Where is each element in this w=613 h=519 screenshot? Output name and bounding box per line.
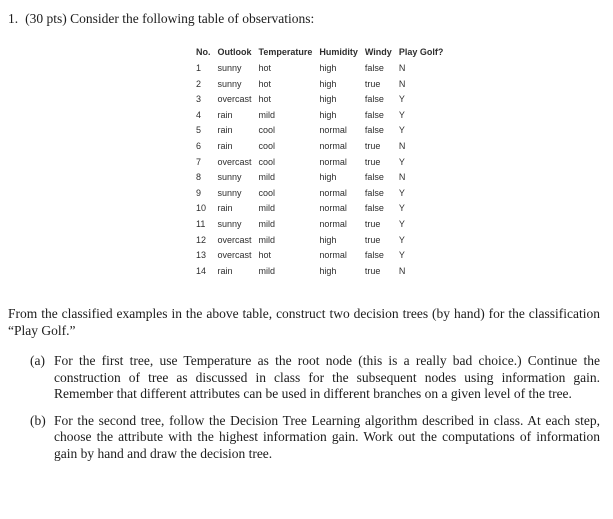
cell-no: 11 <box>196 218 206 229</box>
cell-windy: true <box>364 265 381 276</box>
table-row <box>196 155 443 171</box>
subproblem-list <box>30 353 600 462</box>
cell-play-golf: Y <box>398 234 405 245</box>
cell-windy: false <box>364 125 384 136</box>
cell-temperature: mild <box>258 218 276 229</box>
cell-outlook: overcast <box>217 234 252 245</box>
cell-no: 13 <box>196 250 207 261</box>
cell-windy: true <box>364 78 381 89</box>
cell-no: 9 <box>196 187 202 198</box>
cell-outlook: rain <box>217 265 233 276</box>
cell-humidity: high <box>319 265 337 276</box>
cell-no: 1 <box>196 63 202 73</box>
cell-windy: true <box>364 156 381 167</box>
cell-windy: false <box>364 203 384 214</box>
cell-humidity: high <box>319 172 337 183</box>
cell-play-golf: N <box>398 265 406 276</box>
table-row <box>196 170 443 186</box>
cell-windy: false <box>364 94 384 105</box>
cell-play-golf: Y <box>398 125 405 136</box>
table-row <box>196 217 443 233</box>
list-item <box>30 413 600 463</box>
cell-outlook: rain <box>217 140 233 151</box>
cell-temperature: mild <box>258 234 276 245</box>
cell-humidity: high <box>319 94 337 105</box>
item-text: For the first tree, use Temperature as the root node (this is a really bad choice.) Continue the construction of tree as discussed in class for the subsequent nodes using information gain. Remember that different attributes can be used in different branches on a given level of the tree. <box>54 353 600 402</box>
instructions-paragraph: From the classified examples in the above table, construct two decision trees (by hand) for the classification “Play Golf.” <box>8 306 600 338</box>
cell-windy: false <box>364 187 384 198</box>
cell-outlook: overcast <box>217 250 252 261</box>
cell-outlook: overcast <box>217 94 252 105</box>
cell-no: 6 <box>196 140 202 151</box>
cell-play-golf: N <box>398 78 406 89</box>
cell-temperature: hot <box>258 78 272 89</box>
cell-windy: false <box>364 250 384 261</box>
cell-no: 12 <box>196 234 207 245</box>
cell-no: 7 <box>196 156 202 167</box>
cell-temperature: hot <box>258 250 272 261</box>
table-row <box>196 233 443 249</box>
cell-outlook: rain <box>217 203 233 214</box>
table-header <box>196 45 443 61</box>
cell-humidity: normal <box>319 203 347 214</box>
observations-table <box>196 45 443 279</box>
cell-temperature: mild <box>258 203 276 214</box>
cell-humidity: normal <box>319 125 347 136</box>
cell-no: 5 <box>196 125 202 136</box>
cell-no: 4 <box>196 109 202 120</box>
table-row <box>196 248 443 264</box>
cell-play-golf: Y <box>398 203 405 214</box>
table-row <box>196 123 443 139</box>
table-header-cell: Play Golf? <box>398 47 444 57</box>
table-row <box>196 264 443 280</box>
cell-no: 10 <box>196 203 207 214</box>
cell-no: 2 <box>196 78 202 89</box>
problem-intro: (30 pts) Consider the following table of observations: <box>25 11 315 26</box>
item-text: For the second tree, follow the Decision Tree Learning algorithm described in class. At each step, choose the attribute with the highest information gain. Work out the computations of information gain by hand and draw the decision tree. <box>54 412 600 461</box>
cell-play-golf: Y <box>398 250 405 261</box>
cell-play-golf: N <box>398 140 406 151</box>
cell-humidity: high <box>319 234 337 245</box>
cell-temperature: hot <box>258 94 272 105</box>
cell-humidity: normal <box>319 250 347 261</box>
table-header-cell: Humidity <box>319 47 358 57</box>
cell-humidity: high <box>319 109 337 120</box>
cell-outlook: sunny <box>217 187 242 198</box>
cell-no: 14 <box>196 265 207 276</box>
cell-temperature: hot <box>258 63 272 73</box>
cell-play-golf: N <box>398 63 406 73</box>
cell-humidity: normal <box>319 218 347 229</box>
cell-play-golf: Y <box>398 156 405 167</box>
cell-outlook: rain <box>217 109 233 120</box>
table-row <box>196 61 443 77</box>
cell-temperature: mild <box>258 109 276 120</box>
item-label: (b) <box>30 412 46 428</box>
item-label: (a) <box>30 353 45 369</box>
cell-humidity: normal <box>319 156 347 167</box>
cell-outlook: overcast <box>217 156 252 167</box>
table-header-cell: Windy <box>364 47 392 57</box>
table-body <box>196 61 443 279</box>
cell-play-golf: Y <box>398 218 405 229</box>
table-row <box>196 139 443 155</box>
cell-temperature: mild <box>258 172 276 183</box>
cell-temperature: cool <box>258 125 276 136</box>
cell-windy: true <box>364 218 381 229</box>
cell-no: 8 <box>196 172 202 183</box>
cell-outlook: sunny <box>217 218 242 229</box>
cell-humidity: normal <box>319 187 347 198</box>
table-row <box>196 108 443 124</box>
cell-play-golf: N <box>398 172 406 183</box>
cell-outlook: rain <box>217 125 233 136</box>
table-row <box>196 92 443 108</box>
cell-humidity: high <box>319 78 337 89</box>
problem-statement <box>8 10 603 27</box>
cell-temperature: cool <box>258 140 276 151</box>
cell-windy: false <box>364 172 384 183</box>
cell-windy: true <box>364 140 381 151</box>
table-header-cell: Outlook <box>217 47 252 57</box>
cell-windy: true <box>364 234 381 245</box>
cell-play-golf: Y <box>398 109 405 120</box>
table-row <box>196 201 443 217</box>
cell-temperature: cool <box>258 187 276 198</box>
cell-play-golf: Y <box>398 94 405 105</box>
cell-temperature: cool <box>258 156 276 167</box>
cell-no: 3 <box>196 94 202 105</box>
list-item <box>30 353 600 403</box>
table-row <box>196 186 443 202</box>
cell-temperature: mild <box>258 265 276 276</box>
cell-humidity: normal <box>319 140 347 151</box>
cell-play-golf: Y <box>398 187 405 198</box>
problem-number: 1. <box>8 11 19 26</box>
cell-humidity: high <box>319 63 337 73</box>
table-row <box>196 77 443 93</box>
cell-outlook: sunny <box>217 172 242 183</box>
cell-outlook: sunny <box>217 78 242 89</box>
cell-windy: false <box>364 109 384 120</box>
table-header-row <box>196 45 443 61</box>
table-header-cell: No. <box>196 47 211 57</box>
table-header-cell: Temperature <box>258 47 313 57</box>
cell-windy: false <box>364 63 384 73</box>
cell-outlook: sunny <box>217 63 242 73</box>
